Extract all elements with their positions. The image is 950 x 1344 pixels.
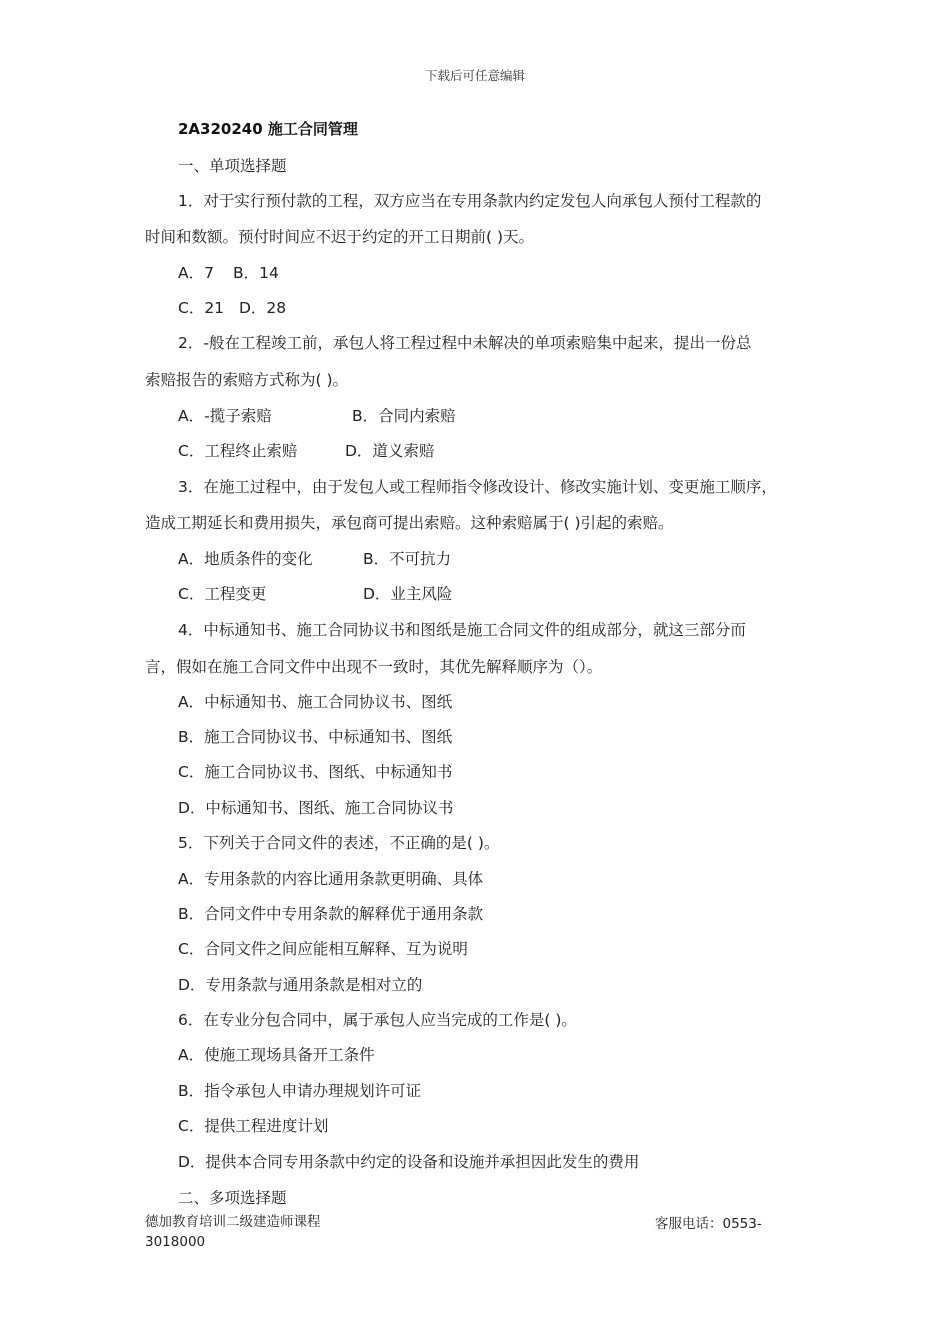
- question-1-option-b: B．14: [233, 264, 279, 282]
- question-2-text-cont: 索赔报告的索赔方式称为( )。: [145, 371, 349, 389]
- question-2-option-c: C．工程终止索赔: [178, 442, 298, 460]
- section-heading-multi-choice: 二、多项选择题: [178, 1189, 287, 1207]
- question-6-option-a: A．使施工现场具备开工条件: [178, 1046, 375, 1064]
- question-4-option-c: C．施工合同协议书、图纸、中标通知书: [178, 763, 453, 781]
- question-1-text: 1．对于实行预付款的工程，双方应当在专用条款内约定发包人向承包人预付工程款的: [178, 192, 762, 210]
- question-6-text: 6．在专业分包合同中，属于承包人应当完成的工作是( )。: [178, 1011, 577, 1029]
- footer-service-phone: 客服电话：0553-: [655, 1216, 762, 1232]
- question-4-option-b: B．施工合同协议书、中标通知书、图纸: [178, 728, 453, 746]
- question-3-option-d: D．业主风险: [363, 585, 453, 603]
- question-4-text-cont: 言，假如在施工合同文件中出现不一致时，其优先解释顺序为（）。: [145, 658, 603, 676]
- footer-phone-continued: 3018000: [145, 1234, 206, 1250]
- question-1-option-a: A．7: [178, 264, 214, 282]
- question-6-option-b: B．指令承包人申请办理规划许可证: [178, 1082, 422, 1100]
- document-title: 2A320240 施工合同管理: [178, 120, 358, 138]
- footer-course-name: 德加教育培训二级建造师课程: [145, 1214, 321, 1230]
- question-2-option-d: D．道义索赔: [345, 442, 435, 460]
- question-2-text: 2．-般在工程竣工前，承包人将工程过程中未解决的单项索赔集中起来，提出一份总: [178, 334, 752, 352]
- question-3-text-cont: 造成工期延长和费用损失，承包商可提出索赔。这种索赔属于( )引起的索赔。: [145, 514, 674, 532]
- question-5-option-a: A．专用条款的内容比通用条款更明确、具体: [178, 870, 484, 888]
- question-4-text: 4．中标通知书、施工合同协议书和图纸是施工合同文件的组成部分，就这三部分而: [178, 621, 746, 639]
- question-4-option-d: D．中标通知书、图纸、施工合同协议书: [178, 799, 454, 817]
- question-1-text-cont: 时间和数额。预付时间应不迟于约定的开工日期前( )天。: [145, 228, 535, 246]
- section-heading-single-choice: 一、单项选择题: [178, 157, 287, 175]
- question-6-option-c: C．提供工程进度计划: [178, 1117, 329, 1135]
- page-footer-left: [145, 1212, 321, 1252]
- question-3-option-c: C．工程变更: [178, 585, 267, 603]
- question-5-option-c: C．合同文件之间应能相互解释、互为说明: [178, 940, 468, 958]
- question-4-option-a: A．中标通知书、施工合同协议书、图纸: [178, 693, 453, 711]
- question-1-option-c: C．21: [178, 299, 225, 317]
- question-5-option-d: D．专用条款与通用条款是相对立的: [178, 976, 423, 994]
- question-5-option-b: B．合同文件中专用条款的解释优于通用条款: [178, 905, 484, 923]
- question-2-option-b: B．合同内索赔: [352, 407, 456, 425]
- question-1-option-d: D．28: [239, 299, 287, 317]
- question-3-option-a: A．地质条件的变化: [178, 550, 313, 568]
- question-2-option-a: A．-揽子索赔: [178, 407, 272, 425]
- question-6-option-d: D．提供本合同专用条款中约定的设备和设施并承担因此发生的费用: [178, 1153, 640, 1171]
- question-3-text: 3．在施工过程中，由于发包人或工程师指令修改设计、修改实施计划、变更施工顺序，: [178, 478, 777, 496]
- page-header: 下载后可任意编辑: [424, 68, 525, 83]
- question-3-option-b: B．不可抗力: [363, 550, 452, 568]
- question-5-text: 5．下列关于合同文件的表述，不正确的是( )。: [178, 834, 500, 852]
